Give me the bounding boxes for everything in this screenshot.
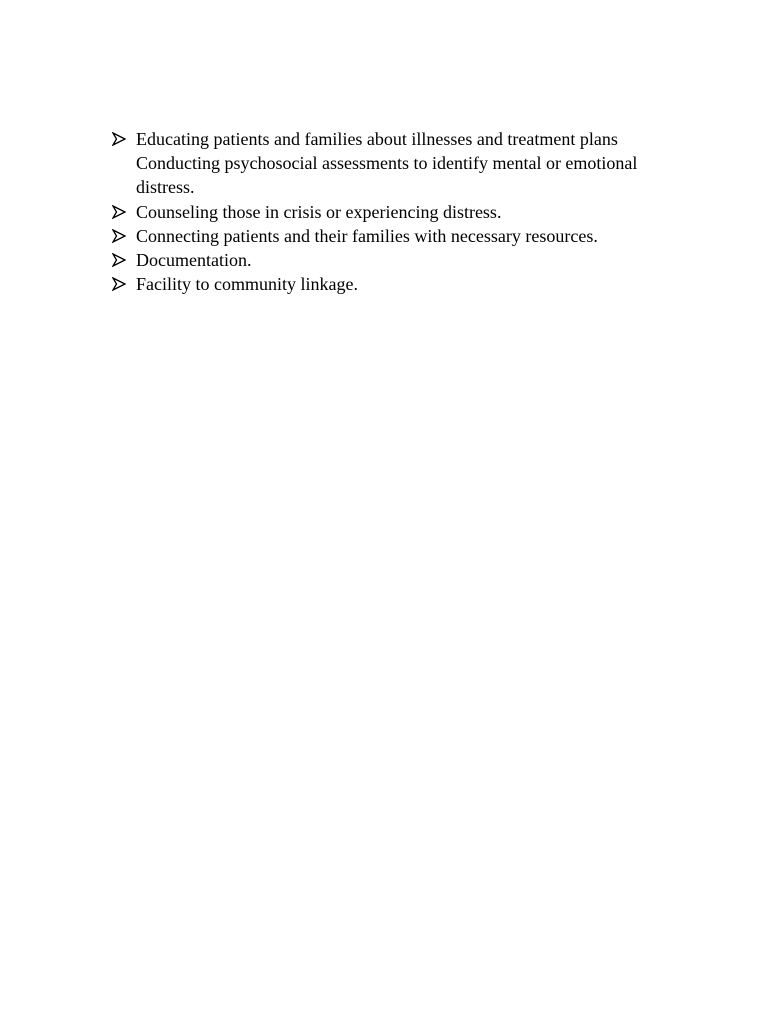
list-item: [112, 200, 672, 224]
arrowhead-bullet-icon: [112, 224, 136, 248]
list-item: [112, 224, 672, 248]
arrowhead-bullet-icon: [112, 200, 136, 224]
arrowhead-bullet-icon: [112, 127, 136, 151]
list-item-text: Connecting patients and their families with necessary resources.: [136, 225, 598, 246]
list-item-text: Counseling those in crisis or experiencing distress.: [136, 201, 502, 222]
arrowhead-bullet-icon: [112, 248, 136, 272]
list-item: [112, 272, 672, 296]
list-item: [112, 127, 672, 200]
list-item-text: Documentation.: [136, 250, 252, 271]
bullet-list: [112, 127, 672, 296]
list-item-text: Educating patients and families about illnesses and treatment plans Conducting psychosocial assessments to identify mental or emotional distress.: [136, 129, 638, 198]
list-item: [112, 248, 672, 272]
arrowhead-bullet-icon: [112, 272, 136, 296]
list-item-text: Facility to community linkage.: [136, 274, 358, 295]
